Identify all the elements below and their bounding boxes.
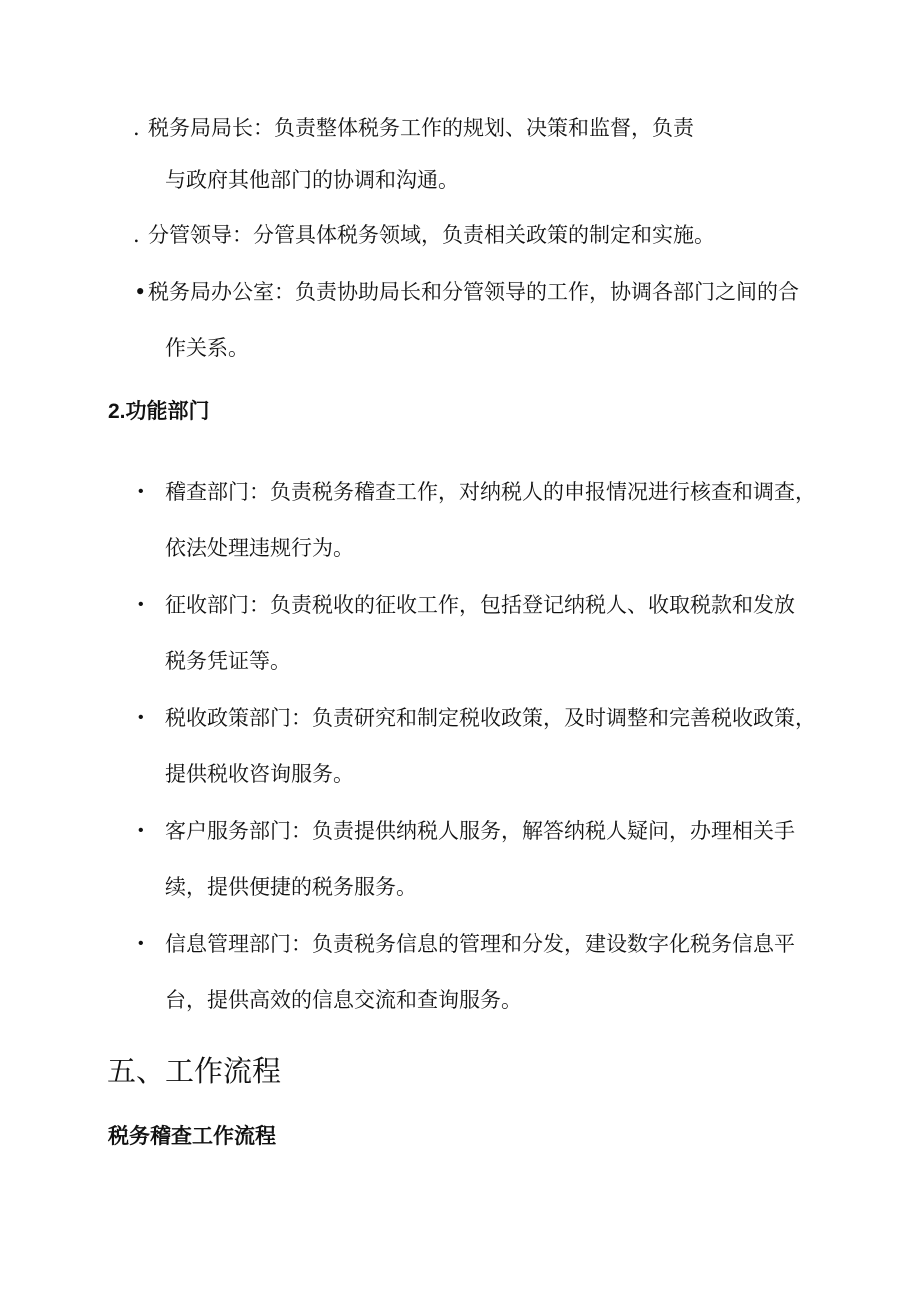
dept-item-4-line-1: 客户服务部门：负责提供纳税人服务，解答纳税人疑问，办理相关手 — [165, 819, 795, 843]
bullet-icon: • — [138, 596, 144, 613]
intro-item-1-line-2: 与政府其他部门的协调和沟通。 — [165, 168, 459, 192]
dept-item-3-line-1: 税收政策部门：负责研究和制定税收政策，及时调整和完善税收政策， — [165, 706, 816, 730]
dept-item-3-line-2: 提供税收咨询服务。 — [165, 762, 354, 786]
dept-item-2-line-2: 税务凭证等。 — [165, 649, 291, 673]
dept-item-1-line-1: 稽查部门：负责税务稽查工作，对纳税人的申报情况进行核查和调查， — [165, 480, 816, 504]
intro-item-1-line-1: 税务局局长：负责整体税务工作的规划、决策和监督，负责 — [148, 116, 694, 140]
dept-item-5-line-2: 台，提供高效的信息交流和查询服务。 — [165, 988, 522, 1012]
bullet-icon: • — [138, 822, 144, 839]
bullet-icon: • — [138, 483, 144, 500]
dept-item-4-line-2: 续，提供便捷的税务服务。 — [165, 875, 417, 899]
intro-item-3-line-2: 作关系。 — [165, 336, 249, 360]
dept-item-5-line-1: 信息管理部门：负责税务信息的管理和分发，建设数字化税务信息平 — [165, 932, 795, 956]
dept-item-2-line-1: 征收部门：负责税收的征收工作，包括登记纳税人、收取税款和发放 — [165, 593, 795, 617]
section-heading-five: 五、工作流程 — [107, 1056, 282, 1088]
dept-item-1-line-2: 依法处理违规行为。 — [165, 536, 354, 560]
intro-item-3-line-1: 税务局办公室：负责协助局长和分管领导的工作，协调各部门之间的合 — [148, 280, 799, 304]
subheading-audit-process: 税务稽查工作流程 — [108, 1125, 276, 1148]
bullet-icon: • — [138, 709, 144, 726]
intro-item-2-marker: . — [133, 223, 140, 247]
section-heading-functional: 2.功能部门 — [108, 400, 210, 423]
bullet-icon: • — [138, 935, 144, 952]
intro-item-1-marker: . — [133, 116, 140, 140]
intro-item-2-line-1: 分管领导：分管具体税务领域，负责相关政策的制定和实施。 — [148, 223, 715, 247]
intro-item-3-marker: • — [134, 280, 147, 304]
